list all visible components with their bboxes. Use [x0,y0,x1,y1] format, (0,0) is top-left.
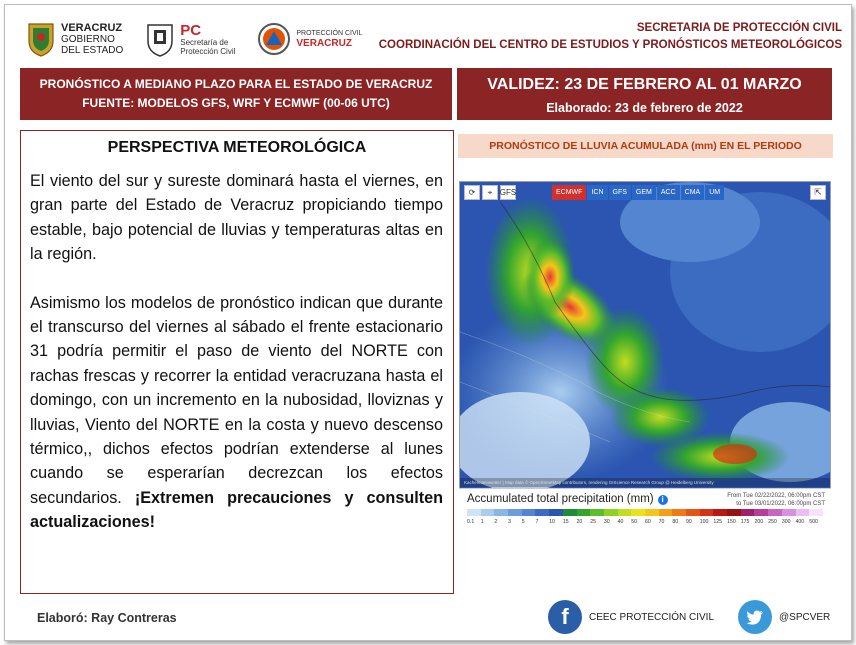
veracruz-shield-icon [26,21,56,57]
perspective-paragraph-2-text: Asimismo los modelos de pronóstico indican que durante el transcurso del viernes al sábado el frente estacionario 31 podría permitir el paso de viento del NORTE con rachas frescas y recorrer la entidad veracruzana hasta el domingo, con un incremento en la nubosidad, lloviznas y lluvias, Viento del NORTE en la costa y nuevo descenso térmico,, dichos efectos podrían extenderse al lunes cuando se esperarían decrezcan los efectos secundarios. [30,293,443,507]
legend-tick-label: 50 [631,519,638,525]
author-credit: Elaboró: Ray Contreras [37,611,177,625]
twitter-link[interactable] [738,600,830,634]
legend-tick-label: 100 [699,519,709,525]
header-agency [379,20,842,54]
model-tabs [552,185,724,200]
legend-tick-label: 125 [713,519,723,525]
legend-tick-label: 2 [494,519,498,525]
legend-title [467,493,668,505]
tab-gfs[interactable]: GFS [609,185,631,200]
perspective-warning: ¡Extremen precauciones y consulten actualizaciones! [30,488,443,532]
legend-tick-label: 175 [740,519,750,525]
tab-um[interactable]: UM [705,185,724,200]
precipitation-map-image [460,182,831,490]
header-logos [26,18,385,60]
logo-pcv-line1: PROTECCIÓN CIVIL [296,29,363,37]
legend-tick-label: 0.1 [467,519,475,525]
pc-emblem-icon [145,21,175,57]
facebook-label[interactable]: CEEC PROTECCIÓN CIVIL [589,611,715,623]
legend-color-swatch [645,509,659,516]
legend-color-swatch [686,509,700,516]
forecast-banner-source: FUENTE: MODELOS GFS, WRF Y ECMWF (00-06 UTC) [82,96,390,110]
logo-pc-line1: Secretaría de [180,37,229,47]
legend-color-swatch [618,509,632,516]
logo-estado-text: DEL ESTADO [61,44,124,56]
precipitation-map[interactable] [459,181,831,529]
legend-tick-label: 5 [521,519,525,525]
tab-cma[interactable]: CMA [681,185,705,200]
model-select-button[interactable]: GFS [500,185,516,200]
legend-tick-label: 15 [562,519,569,525]
tab-gem[interactable]: GEM [632,185,656,200]
legend-color-swatch [522,509,536,516]
legend-title-text: Accumulated total precipitation (mm) [467,493,654,505]
legend-color-swatch [631,509,645,516]
legend-color-swatch [700,509,714,516]
legend-tick-label: 3 [508,519,511,525]
refresh-icon[interactable]: ⟳ [464,185,480,200]
legend-dates [727,492,825,508]
proteccion-civil-triangle-icon [257,22,291,56]
legend-tick-label: 60 [644,519,651,525]
legend-color-swatch [549,509,563,516]
legend-tick-label: 250 [768,519,777,525]
legend-tick-label: 200 [754,519,764,525]
legend-color-scale [467,509,823,516]
forecast-banner-title: PRONÓSTICO A MEDIANO PLAZO PARA EL ESTADO DE VERACRUZ [39,77,433,91]
legend-color-swatch [809,509,823,516]
facebook-link[interactable] [548,600,714,634]
legend-color-swatch [727,509,741,516]
tab-ecmwf[interactable]: ECMWF [552,185,586,200]
rain-map-title: PRONÓSTICO DE LLUVIA ACUMULADA (mm) EN EL PERIODO [458,134,833,158]
locate-icon[interactable]: ⌖ [482,185,498,200]
legend-tick-label: 400 [795,519,805,525]
legend-tick-label: 40 [617,519,624,525]
legend-color-swatch [467,509,481,516]
coordinacion-title: COORDINACIÓN DEL CENTRO DE ESTUDIOS Y PRONÓSTICOS METEOROLÓGICOS [378,39,842,51]
legend-tick-label: 500 [809,519,818,525]
legend-tick-label: 30 [603,519,610,525]
validity-banner [457,68,832,120]
perspective-paragraph-2 [21,291,453,535]
legend-color-swatch [508,509,522,516]
legend-color-swatch [782,509,796,516]
elaborated-date: Elaborado: 23 de febrero de 2022 [546,101,743,115]
legend-tick-labels [467,519,823,525]
legend-color-swatch [754,509,768,516]
legend-tick-label: 80 [672,519,679,525]
twitter-label[interactable]: @SPCVER [779,611,831,623]
twitter-icon[interactable] [738,600,772,634]
perspective-title: PERSPECTIVA METEOROLÓGICA [107,139,367,156]
share-icon[interactable]: ⇱ [810,185,826,200]
legend-color-swatch [577,509,591,516]
secretaria-title: SECRETARIA DE PROTECCIÓN CIVIL [636,22,842,34]
logo-pc-text: PC [180,21,202,39]
legend-color-swatch [741,509,755,516]
logo-secretaria-pc [145,21,235,57]
legend-tick-label: 150 [727,519,736,525]
legend-tick-label: 90 [686,519,692,525]
logo-gobierno-veracruz [26,21,123,57]
legend-tick-label: 1 [480,519,484,525]
legend-color-swatch [563,509,577,516]
logo-pc-line2: Protección Civil [180,46,236,56]
legend-tick-label: 7 [535,519,539,525]
legend-color-swatch [796,509,810,516]
legend-color-swatch [535,509,549,516]
tab-icn[interactable]: ICN [587,185,607,200]
legend-color-swatch [659,509,673,516]
legend-tick-label: 10 [549,519,555,525]
tab-acc[interactable]: ACC [657,185,680,200]
legend-tick-label: 70 [658,519,665,525]
legend-color-swatch [768,509,782,516]
logo-pcv-line2: VERACRUZ [296,37,352,49]
legend-tick-label: 25 [590,519,596,525]
logo-gobierno-text: GOBIERNO [61,33,115,45]
legend-color-swatch [604,509,618,516]
map-toolbar [464,185,516,200]
perspective-panel [20,130,454,594]
logo-proteccion-civil-veracruz [257,22,362,56]
precipitation-legend [459,488,831,529]
legend-color-swatch [494,509,508,516]
perspective-paragraph-1: El viento del sur y sureste dominará hasta el viernes, en gran parte del Estado de Veracruz propiciando tiempo estable, bajo potencial de lluvias y temperaturas altas en la región. [30,172,443,264]
legend-tick-label: 300 [781,519,791,525]
legend-from: From Tue 02/22/2022, 06:00pm CST [727,493,825,499]
facebook-icon[interactable]: f [548,600,582,634]
legend-color-swatch [481,509,495,516]
legend-tick-label: 20 [576,519,583,525]
info-icon[interactable]: i [658,495,668,505]
legend-color-swatch [590,509,604,516]
legend-color-swatch [713,509,727,516]
legend-color-swatch [672,509,686,516]
map-credit: Kachelmannwetter | Map data © OpenStreetMap contributors, rendering GIScience Research Group @ Heidelberg University [460,478,830,487]
logo-veracruz-text: VERACRUZ [61,21,123,34]
validity-text: VALIDEZ: 23 DE FEBRERO AL 01 MARZO [487,76,802,93]
legend-to: to Tue 03/01/2022, 06:00pm CST [736,501,825,507]
forecast-banner [20,68,452,120]
